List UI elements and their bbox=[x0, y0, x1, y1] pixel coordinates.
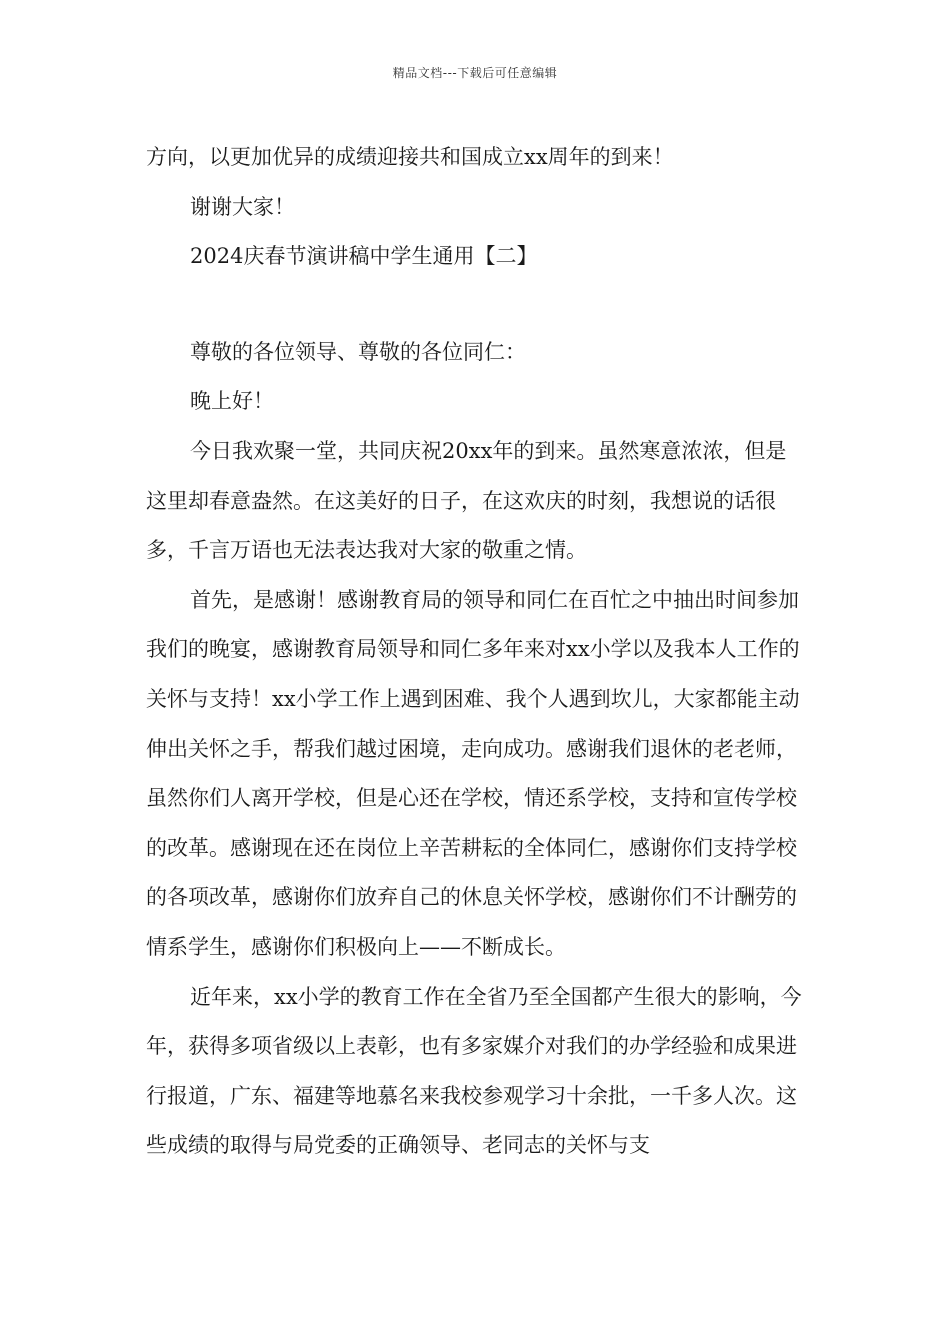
paragraph-gratitude: 首先，是感谢！感谢教育局的领导和同仁在百忙之中抽出时间参加我们的晚宴，感谢教育局领导和同仁多年来对xx小学以及我本人工作的关怀与支持！xx小学工作上遇到困难、我个人遇到坎儿，大家都能主动伸出关怀之手，帮我们越过困境，走向成功。感谢我们退休的老老师，虽然你们人离开学校，但是心还在学校，情还系学校，支持和宣传学校的改革。感谢现在还在岗位上辛苦耕耘的全体同仁，感谢你们支持学校的各项改革，感谢你们放弃自己的休息关怀学校，感谢你们不计酬劳的情系学生，感谢你们积极向上——不断成长。 bbox=[146, 587, 800, 959]
blank-line bbox=[146, 282, 806, 328]
document-body bbox=[146, 133, 806, 1171]
running-header: 精品文档---下载后可任意编辑 bbox=[392, 66, 558, 80]
paragraph-salutation: 尊敬的各位领导、尊敬的各位同仁： bbox=[190, 339, 526, 364]
paragraph-continuation: 方向，以更加优异的成绩迎接共和国成立xx周年的到来！ bbox=[146, 145, 674, 169]
section-heading: 2024庆春节演讲稿中学生通用【二】 bbox=[190, 244, 538, 269]
paragraph-thanks: 谢谢大家！ bbox=[190, 194, 295, 219]
paragraph-greeting: 晚上好！ bbox=[190, 389, 274, 414]
paragraph-achievements: 近年来，xx小学的教育工作在全省乃至全国都产生很大的影响，今年，获得多项省级以上表彰，也有多家媒介对我们的办学经验和成果进行报道，广东、福建等地慕名来我校参观学习十余批，一千多人次。这些成绩的取得与局党委的正确领导、老同志的关怀与支 bbox=[146, 984, 802, 1158]
paragraph-opening: 今日我欢聚一堂，共同庆祝20xx年的到来。虽然寒意浓浓，但是这里却春意盎然。在这美好的日子，在这欢庆的时刻，我想说的话很多，千言万语也无法表达我对大家的敬重之情。 bbox=[146, 438, 787, 563]
